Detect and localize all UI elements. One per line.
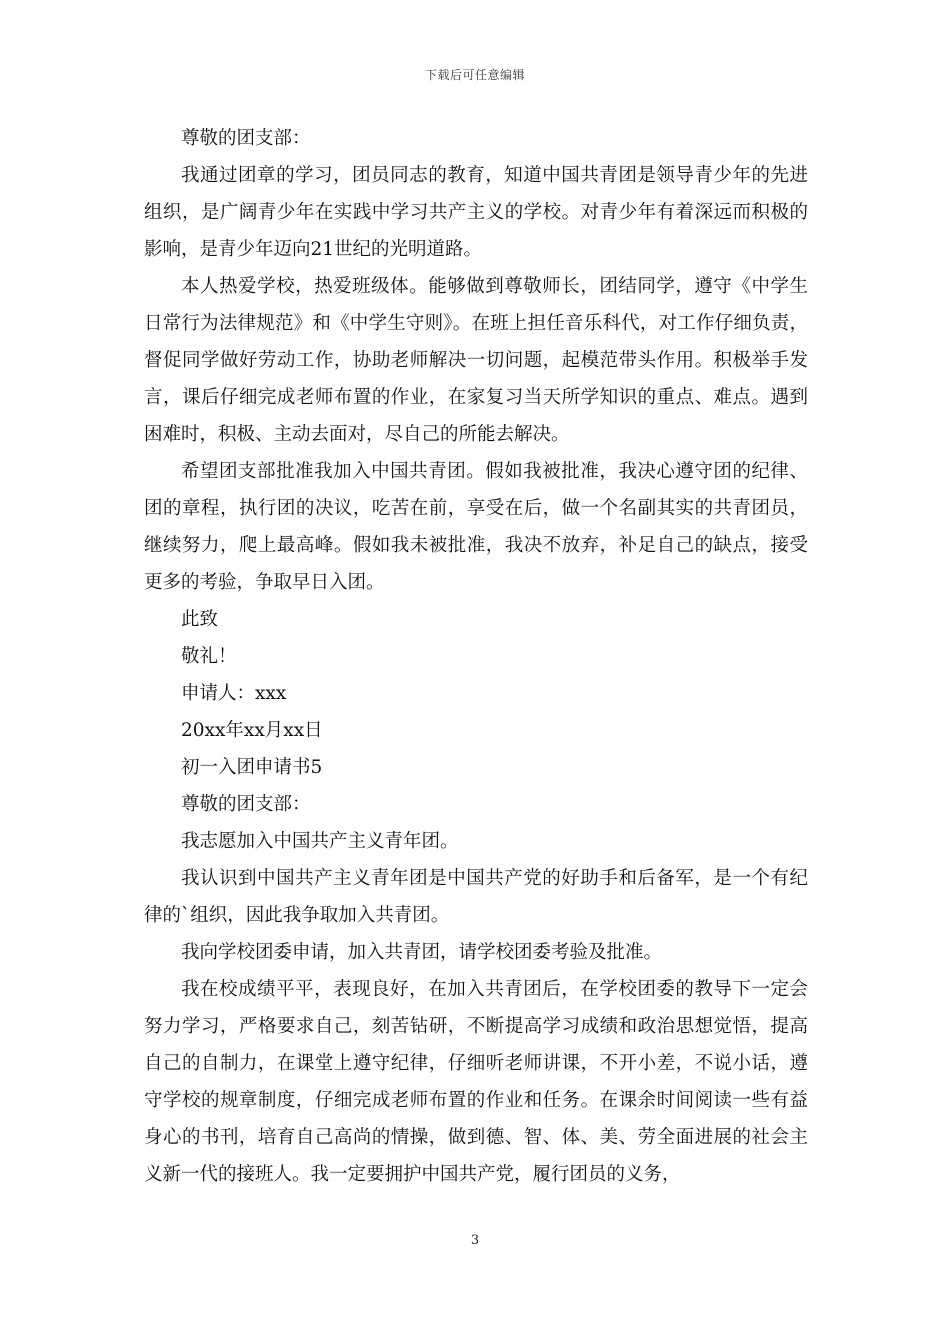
page-header-note: 下载后可任意编辑 xyxy=(424,68,525,82)
letter2-paragraph-2: 我认识到中国共产主义青年团是中国共产党的好助手和后备军，是一个有纪律的`组织，因此我争取加入共青团。 xyxy=(144,868,808,926)
letter1-paragraph-3: 希望团支部批准我加入中国共青团。假如我被批准，我决心遵守团的纪律、团的章程，执行团的决议，吃苦在前，享受在后，做一个名副其实的共青团员，继续努力，爬上最高峰。假如我未被批准，我决不放弃，补足自己的缺点，接受更多的考验，争取早日入团。 xyxy=(144,461,808,593)
letter2-salutation: 尊敬的团支部： xyxy=(181,794,311,815)
page-number: 3 xyxy=(470,1233,480,1248)
letter1-paragraph-2: 本人热爱学校，热爱班级体。能够做到尊敬师长，团结同学，遵守《中学生日常行为法律规范》和《中学生守则》。在班上担任音乐科代，对工作仔细负责，督促同学做好劳动工作，协助老师解决一切问题，起模范带头作用。积极举手发言，课后仔细完成老师布置的作业，在家复习当天所学知识的重点、难点。遇到困难时，积极、主动去面对，尽自己的所能去解决。 xyxy=(144,276,808,445)
letter2-paragraph-4: 我在校成绩平平，表现良好，在加入共青团后，在学校团委的教导下一定会努力学习，严格要求自己，刻苦钻研，不断提高学习成绩和政治思想觉悟，提高自己的自制力，在课堂上遵守纪律，仔细听老师讲课，不开小差，不说小话，遵守学校的规章制度，仔细完成老师布置的作业和任务。在课余时间阅读一些有益身心的书刊，培育自己高尚的情操，做到德、智、体、美、劳全面进展的社会主义新一代的接班人。我一定要拥护中国共产党，履行团员的义务， xyxy=(144,979,808,1185)
letter2-paragraph-3: 我向学校团委申请，加入共青团，请学校团委考验及批准。 xyxy=(181,942,663,963)
section-title: 初一入团申请书5 xyxy=(181,757,323,778)
letter1-closing-1: 此致 xyxy=(181,609,219,630)
letter1-applicant: 申请人：xxx xyxy=(181,683,287,704)
letter1-closing-2: 敬礼！ xyxy=(181,646,237,667)
document-body xyxy=(144,120,808,1193)
letter1-salutation: 尊敬的团支部： xyxy=(181,128,311,149)
letter1-date: 20xx年xx月xx日 xyxy=(181,720,323,741)
letter2-paragraph-1: 我志愿加入中国共产主义青年团。 xyxy=(181,831,459,852)
letter1-paragraph-1: 我通过团章的学习，团员同志的教育，知道中国共青团是领导青少年的先进组织，是广阔青少年在实践中学习共产主义的学校。对青少年有着深远而积极的影响，是青少年迈向21世纪的光明道路。 xyxy=(144,165,808,260)
